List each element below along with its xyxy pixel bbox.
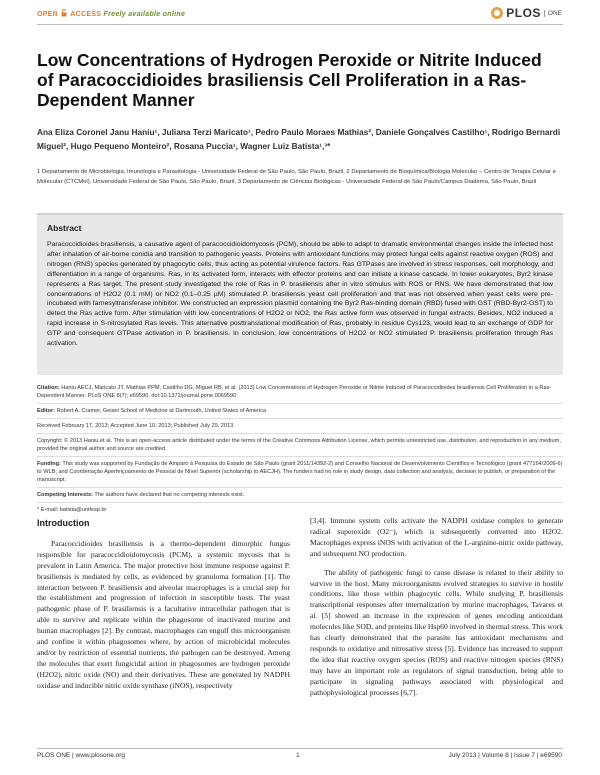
competing-interests-block [37,488,563,503]
author-list: Ana Eliza Coronel Janu Haniu¹, Juliana Terzi Maricato¹, Pedro Paulo Moraes Mathias², Daniele Gonçalves Castilho¹, Rodrigo Bernardi Miguel², Hugo Pequeno Monteiro², Rosana Puccia¹, Wagner Luiz Batista¹,³* [37,127,561,151]
abstract-heading: Abstract [47,223,82,233]
email-block[interactable]: * E-mail: batista@unifesp.br [37,507,107,513]
citation-text: Haniu AECJ, Maricato JT, Mathias PPM, Castilho DG, Miguel RB, et al. (2013) Low Concentrations of Hydrogen Peroxide or Nitrite Induced of Paracoccidioides brasiliensis Cell Proliferation in a Ras-Dependent Manner. PLoS ONE 8(7): e69590. doi:10.1371/journal.pone.0069590 [37,385,552,399]
abstract-text: Paracoccidioides brasiliensis, a causative agent of paracoccidioidomycosis (PCM), should be able to adapt to dramatic environmental changes inside the infected host after inhalation of air-borne conidia and transition to pathogenic yeasts. Proteins with antioxidant functions may protect fungal cells against reactive oxygen (ROS) and nitrogen (RNS) species generated by phagocytic cells, thus acting as potential virulence factors. Ras GTPases are involved in stress responses, cell morphology, and differentiation in a range of organisms. Ras, in its activated form, interacts with effector proteins and can initiate a kinase cascade. In lower eukaryotes, Byr2 kinase represents a Ras target. The present study investigated the role of Ras in P. brasiliensis after in vitro stimulus with ROS or RNS. We have demonstrated that low concentrations of H2O2 (0.1 mM) or NO2 (0.1–0.25 µM) stimulated P. brasiliensis yeast cell proliferation and that was not observed when yeast cells were pre-incubated with farnesyltransferase inhibitor. We constructed an expression plasmid containing the Byr2 Ras-binding domain (RBD) fused with GST (RBD-Byr2-GST) to detect the Ras active form. After stimulation with low concentrations of H2O2 or NO2, the Ras active form was observed in fungal extracts. Besides, NO2 induced a rapid increase in S-nitrosylated Ras levels. This alternative posttranslational modification of Ras, probably in residue Cys123, would lead to an exchange of GDP for GTP and consequent GTPase activation in P. brasiliensis. In conclusion, low concentrations of H2O2 or NO2 stimulated P. brasiliensis proliferation through Ras activation. [47,241,553,348]
editor-label: Editor: [37,408,56,414]
funding-label: Funding: [37,461,61,467]
editor-block [37,404,563,419]
funding-block [37,457,563,488]
intro-paragraph-1: Paracoccidioides brasiliensis is a thermo-dependent dimorphic fungus responsible for paracoccidioidomycosis (PCM), a systemic mycosis that is prevalent in Latin America. The major protective host immune response against P. brasiliensis is mediated by cells, as evidenced by granuloma formation [1]. The interaction between P. brasiliensis and alveolar macrophages is a crucial step for the establishment and progression of infection in susceptible hosts. The yeast pathogenic phase of P. brasiliensis is a facultative intracellular pathogen that is able to survive and replicate within the phagosome of inactivated murine and human macrophages [2]. By contrast, macrophages can engulf this microorganism and confine it within phagosomes where, by action of microbicidal molecules and/or by restriction of essential nutrients, the pathogen can be destroyed. Among the molecules that exert fungicidal action in phagosomes are hydrogen peroxide (H2O2), nitric oxide (NO) and their derivatives. These are generated by NADPH oxidase and inducible nitric oxide synthase (iNOS), respectively [37,538,290,690]
body-column-right [310,516,563,699]
citation-block [37,381,563,404]
article-metadata [37,381,563,517]
freely-available-label: Freely available online [103,11,186,18]
intro-paragraph-2: [3,4]. Immune system cells activate the NADPH oxidase complex to generate radical superoxide (O2⁻), which is subsequently converted into H2O2. Macrophages express iNOS with activation of the L-arginine-nitric oxide pathway, and subsequent NO production. [310,516,563,558]
competing-label: Competing Interests: [37,492,93,498]
competing-text: The authors have declared that no competing interests exist. [94,492,245,498]
open-lock-icon [61,9,67,17]
one-logo-text: ONE [544,10,562,17]
editor-text: Robert A. Cramer, Geisel School of Medicine at Dartmouth, United States of America [56,408,267,414]
access-label: ACCESS [70,11,102,18]
header-divider [37,24,563,25]
article-title: Low Concentrations of Hydrogen Peroxide or Nitrite Induced of Paracoccidioides brasiliensis Cell Proliferation in a Ras-Dependent Manner [37,50,542,110]
plos-one-logo[interactable] [491,6,562,20]
footer-divider [37,748,563,749]
open-label: OPEN [37,11,59,18]
footer-journal[interactable]: PLOS ONE | www.plosone.org [37,752,126,759]
intro-paragraph-3: The ability of pathogenic fungi to cause disease is related to their ability to survive in the host. Many microorganisms evolved strategies to survive in hostile conditions, like those within phagocytic cells. While studying P. brasiliensis transcriptional responses after internalization by murine macrophages, Tavares et al. [5] showed an increase in the expression of genes encoding antioxidant molecules like SOD, and proteins like Hsp60 involved in thermal stress. This work has clearly demonstrated that the parasite has antioxidant mechanisms and responds to oxidative and nitrosative stress [5]. Evidence has increased to support the idea that reactive oxygen species (ROS) and reactive nitrogen species (RNS) may have an important role as regulators of signal transduction, being able to participate in signaling pathways associated with physiological and pathophysiological processes [6,7]. [310,567,563,697]
introduction-heading: Introduction [37,518,90,528]
open-access-badge[interactable] [37,9,185,18]
funding-text: This study was supported by Fundação de Amparo à Pesquisa do Estado de São Paulo (grant 2011/14392-2) and Conselho Nacional de Desenvolvimento Científico e Tecnológico (grant 477164/2009-6) to WLB; and Coordenação Aperfeiçoamento de Pessoal de Nível Superior (scholarship to AECJH). The funders had no role in study design, data collection and analysis, decision to publish, or preparation of the manuscript. [37,461,563,483]
footer-page-number: 1 [296,752,300,759]
footer-issue: July 2013 | Volume 8 | Issue 7 | e69590 [448,752,562,759]
body-column-left [37,518,290,692]
citation-label: Citation: [37,385,60,391]
affiliations: 1 Departamento de Microbiologia, Imunologia e Parasitologia - Universidade Federal de São Paulo, São Paulo, Brazil, 2 Departamento de Bioquímica/Biologia Molecular – Centro de Terapia Celular e Molecular (CTCMol), Universidade Federal de São Paulo, São Paulo, Brazil, 3 Departamento de Ciências Biológicas - Universidade Federal de São Paulo/Campus Diadema, São Paulo, Brazil [37,169,556,185]
dates-block: Received February 17, 2013; Accepted June 10, 2013; Published July 29, 2013 [37,419,563,434]
abstract-box [37,213,563,375]
copyright-block: Copyright: © 2013 Haniu et al. This is an open-access article distributed under the terms of the Creative Commons Attribution License, which permits unrestricted use, distribution, and reproduction in any medium, provided the original author and source are credited. [37,434,563,457]
plos-circle-icon [491,7,503,19]
journal-header-bar [0,0,600,24]
plos-logo-text: PLOS [506,6,541,20]
